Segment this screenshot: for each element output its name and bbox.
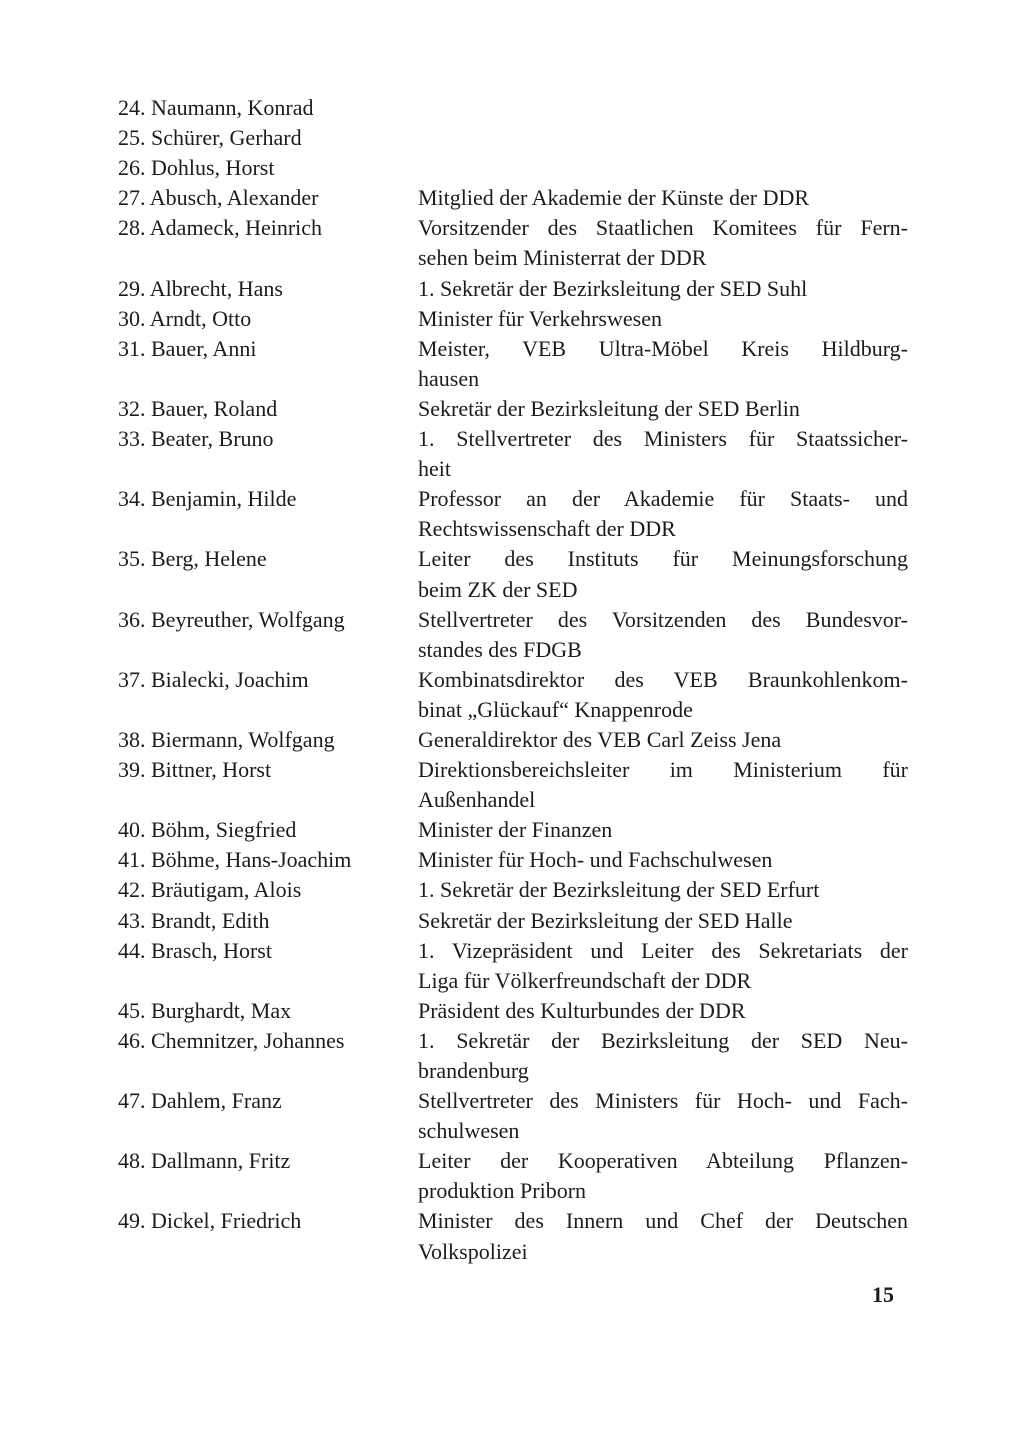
function-line: Minister der Finanzen	[418, 817, 613, 843]
member-function	[418, 274, 908, 304]
member-name: 29. Albrecht, Hans	[118, 275, 283, 301]
function-line: 1. Stellvertreter des Ministers für Staatssicher-	[418, 426, 908, 452]
member-name: 31. Bauer, Anni	[118, 335, 257, 361]
member-name: 26. Dohlus, Horst	[118, 155, 275, 181]
function-line: Direktionsbereichsleiter im Ministerium für	[418, 757, 908, 783]
function-line: binat „Glückauf“ Knappenrode	[418, 696, 693, 722]
list-item	[118, 484, 908, 544]
member-name: 48. Dallmann, Fritz	[118, 1148, 291, 1174]
member-list	[118, 93, 908, 1267]
function-line: 1. Sekretär der Bezirksleitung der SED Neu-	[418, 1027, 908, 1053]
function-line: Meister, VEB Ultra-Möbel Kreis Hildburg-	[418, 335, 908, 361]
member-function	[418, 936, 908, 996]
function-line: Minister für Verkehrswesen	[418, 305, 662, 331]
function-line: Stellvertreter des Ministers für Hoch- und Fach-	[418, 1088, 908, 1114]
function-line: sehen beim Ministerrat der DDR	[418, 245, 707, 271]
function-line: Präsident des Kulturbundes der DDR	[418, 997, 746, 1023]
member-function	[418, 665, 908, 725]
function-line: Mitglied der Akademie der Künste der DDR	[418, 185, 810, 211]
member-function	[418, 1206, 908, 1266]
member-function	[418, 1086, 908, 1146]
list-item	[118, 304, 908, 334]
list-item	[118, 334, 908, 394]
member-function	[418, 1026, 908, 1086]
member-name: 37. Bialecki, Joachim	[118, 666, 309, 692]
function-line: Minister für Hoch- und Fachschulwesen	[418, 847, 773, 873]
function-line: 1. Sekretär der Bezirksleitung der SED Suhl	[418, 275, 808, 301]
list-item	[118, 183, 908, 213]
list-item	[118, 605, 908, 665]
member-name: 42. Bräutigam, Alois	[118, 877, 302, 903]
function-line: Rechtswissenschaft der DDR	[418, 516, 676, 542]
function-line: schulwesen	[418, 1118, 520, 1144]
function-line: Sekretär der Bezirksleitung der SED Berlin	[418, 395, 800, 421]
member-function	[418, 1146, 908, 1206]
member-name: 45. Burghardt, Max	[118, 997, 292, 1023]
member-name: 33. Beater, Bruno	[118, 426, 274, 452]
list-item	[118, 665, 908, 725]
member-name: 39. Bittner, Horst	[118, 757, 272, 783]
function-line: standes des FDGB	[418, 636, 582, 662]
member-function	[418, 304, 908, 334]
member-name: 49. Dickel, Friedrich	[118, 1208, 302, 1234]
member-name: 30. Arndt, Otto	[118, 305, 252, 331]
list-item	[118, 123, 908, 153]
function-line: Leiter der Kooperativen Abteilung Pflanzen-	[418, 1148, 908, 1174]
function-line: heit	[418, 456, 451, 482]
member-function	[418, 424, 908, 484]
member-name: 34. Benjamin, Hilde	[118, 486, 297, 512]
member-function	[418, 213, 908, 273]
list-item	[118, 424, 908, 484]
list-item	[118, 93, 908, 123]
list-item	[118, 1146, 908, 1206]
list-item	[118, 755, 908, 815]
member-function	[418, 815, 908, 845]
member-name: 47. Dahlem, Franz	[118, 1088, 282, 1114]
list-item	[118, 725, 908, 755]
list-item	[118, 875, 908, 905]
member-function	[418, 725, 908, 755]
function-line: Liga für Völkerfreundschaft der DDR	[418, 967, 752, 993]
function-line: brandenburg	[418, 1058, 529, 1083]
member-name: 40. Böhm, Siegfried	[118, 817, 297, 843]
list-item	[118, 996, 908, 1026]
list-item	[118, 815, 908, 845]
member-function	[418, 845, 908, 875]
function-line: Stellvertreter des Vorsitzenden des Bundesvor-	[418, 606, 908, 632]
member-name: 32. Bauer, Roland	[118, 395, 278, 421]
function-line: beim ZK der SED	[418, 576, 578, 602]
function-line: hausen	[418, 365, 480, 391]
list-item	[118, 1086, 908, 1146]
member-function	[418, 334, 908, 394]
member-name: 35. Berg, Helene	[118, 546, 267, 572]
member-name: 43. Brandt, Edith	[118, 907, 270, 933]
list-item	[118, 394, 908, 424]
function-line: 1. Sekretär der Bezirksleitung der SED Erfurt	[418, 877, 820, 903]
member-function	[418, 183, 908, 213]
list-item	[118, 153, 908, 183]
function-line: Vorsitzender des Staatlichen Komitees für Fern-	[418, 215, 908, 241]
list-item	[118, 274, 908, 304]
function-line: 1. Vizepräsident und Leiter des Sekretariats der	[418, 937, 908, 963]
member-name: 36. Beyreuther, Wolfgang	[118, 606, 345, 632]
list-item	[118, 936, 908, 996]
member-name: 25. Schürer, Gerhard	[118, 125, 302, 151]
member-function	[418, 755, 908, 815]
function-line: Generaldirektor des VEB Carl Zeiss Jena	[418, 726, 782, 752]
list-item	[118, 213, 908, 273]
page-number: 15	[872, 1282, 894, 1307]
function-line: Leiter des Instituts für Meinungsforschung	[418, 546, 908, 572]
member-name: 24. Naumann, Konrad	[118, 95, 314, 120]
member-name: 44. Brasch, Horst	[118, 937, 272, 963]
function-line: Kombinatsdirektor des VEB Braunkohlenkom-	[418, 666, 908, 692]
list-item	[118, 845, 908, 875]
list-item	[118, 1206, 908, 1266]
function-line: Volkspolizei	[418, 1238, 528, 1264]
member-name: 28. Adameck, Heinrich	[118, 215, 323, 241]
member-name: 41. Böhme, Hans-Joachim	[118, 847, 352, 873]
list-item	[118, 544, 908, 604]
member-name: 27. Abusch, Alexander	[118, 185, 319, 211]
member-function	[418, 484, 908, 544]
member-function	[418, 605, 908, 665]
member-function	[418, 875, 908, 905]
member-function	[418, 996, 908, 1026]
function-line: Professor an der Akademie für Staats- und	[418, 486, 908, 512]
list-item	[118, 1026, 908, 1086]
function-line: produktion Priborn	[418, 1178, 587, 1204]
member-function	[418, 394, 908, 424]
member-name: 46. Chemnitzer, Johannes	[118, 1027, 345, 1053]
function-line: Sekretär der Bezirksleitung der SED Halle	[418, 907, 793, 933]
function-line: Minister des Innern und Chef der Deutschen	[418, 1208, 908, 1234]
member-function	[418, 544, 908, 604]
function-line: Außenhandel	[418, 787, 536, 813]
member-function	[418, 906, 908, 936]
list-item	[118, 906, 908, 936]
member-name: 38. Biermann, Wolfgang	[118, 726, 335, 752]
